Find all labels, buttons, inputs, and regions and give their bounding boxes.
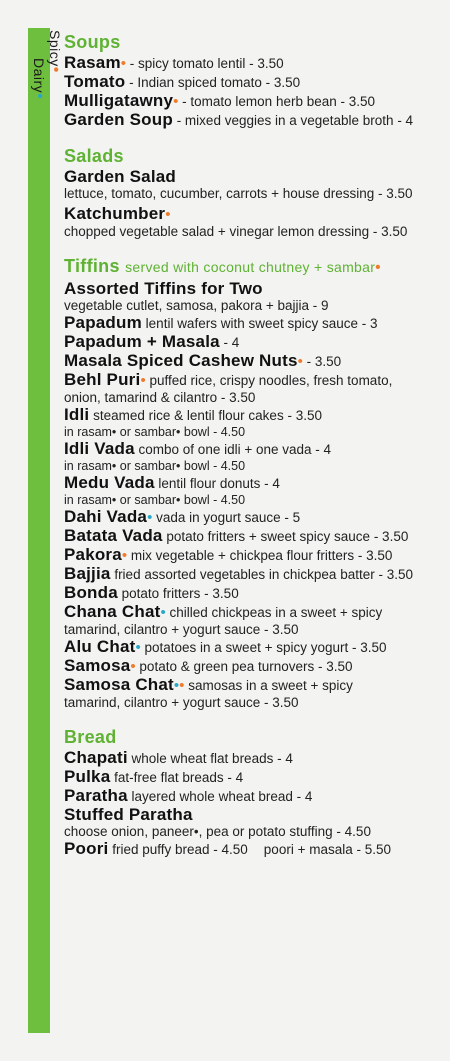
menu-item <box>64 54 444 73</box>
menu-item <box>64 111 444 130</box>
item-name: Behl Puri <box>64 370 141 389</box>
item-desc-2: in rasam• or sambar• bowl - 4.50 <box>64 425 246 439</box>
bread-section <box>64 725 444 859</box>
menu-item <box>64 474 444 508</box>
item-name: Assorted Tiffins for Two <box>64 279 263 298</box>
item-desc-2: tamarind, cilantro + yogurt sauce - 3.50 <box>64 695 299 710</box>
legend-dairy: Dairy• <box>31 58 48 100</box>
item-desc: - 4 <box>219 335 240 350</box>
item-desc: lettuce, tomato, cucumber, carrots + house dressing - 3.50 <box>64 186 413 201</box>
menu-item <box>64 440 444 474</box>
item-desc-2: in rasam• or sambar• bowl - 4.50 <box>64 459 246 473</box>
item-name: Papadum + Masala <box>64 332 220 351</box>
item-name: Stuffed Paratha <box>64 805 193 824</box>
menu-item <box>64 768 444 787</box>
spicy-dot-icon: • <box>120 55 127 72</box>
item-desc: steamed rice & lentil flour cakes - 3.50 <box>89 408 322 423</box>
menu-item <box>64 584 444 603</box>
dairy-dot-icon: • <box>147 509 153 526</box>
item-desc-extra: poori + masala - 5.50 <box>263 842 391 857</box>
item-desc: chopped vegetable salad + vinegar lemon dressing - 3.50 <box>64 224 408 239</box>
menu-content <box>64 30 444 873</box>
item-name: Chapati <box>64 748 128 767</box>
item-name: Bajjia <box>64 564 111 583</box>
item-name: Batata Vada <box>64 526 163 545</box>
menu-item <box>64 787 444 806</box>
item-name: Dahi Vada <box>64 507 148 526</box>
spicy-dot-icon: • <box>297 353 303 370</box>
item-desc: vada in yogurt sauce - 5 <box>152 510 301 525</box>
item-desc: - spicy tomato lentil - 3.50 <box>126 56 284 71</box>
item-name: Idli Vada <box>64 439 135 458</box>
item-name: Katchumber <box>64 204 166 223</box>
item-desc: chilled chickpeas in a sweet + spicy <box>165 605 383 620</box>
section-title-soups: Soups <box>64 32 121 52</box>
menu-item <box>64 508 444 527</box>
item-desc: lentil flour donuts - 4 <box>154 476 280 491</box>
item-desc: puffed rice, crispy noodles, fresh tomato, <box>145 373 393 388</box>
item-desc: fried assorted vegetables in chickpea batter - 3.50 <box>110 567 413 582</box>
item-desc: - 3.50 <box>302 354 342 369</box>
spicy-dot-icon: • <box>179 677 185 694</box>
menu-item <box>64 333 444 352</box>
item-name: Pulka <box>64 767 111 786</box>
item-desc: - tomato lemon herb bean - 3.50 <box>178 94 376 109</box>
spicy-dot-icon: • <box>165 206 171 223</box>
item-desc: mix vegetable + chickpea flour fritters - 3.50 <box>127 548 393 563</box>
menu-item <box>64 546 444 565</box>
item-desc: samosas in a sweet + spicy <box>184 678 353 693</box>
dairy-dot-icon: • <box>173 677 180 694</box>
item-desc: vegetable cutlet, samosa, pakora + bajjia - 9 <box>64 298 329 313</box>
item-name: Idli <box>64 405 90 424</box>
section-title-tiffins: Tiffins served with coconut chutney + sambar• <box>64 256 381 276</box>
item-desc-2: in rasam• or sambar• bowl - 4.50 <box>64 493 246 507</box>
dairy-dot-icon: • <box>160 604 166 621</box>
item-name: Chana Chat <box>64 602 161 621</box>
menu-item <box>64 371 444 406</box>
item-name: Paratha <box>64 786 128 805</box>
spicy-dot-icon: • <box>140 372 146 389</box>
menu-item <box>64 840 444 859</box>
menu-item <box>64 314 444 333</box>
tiffins-note: served with coconut chutney + sambar <box>125 259 376 275</box>
menu-item <box>64 73 444 92</box>
menu-item <box>64 205 444 240</box>
menu-item <box>64 676 444 711</box>
dairy-dot-icon: • <box>31 93 48 100</box>
tiffins-section <box>64 254 444 711</box>
item-name: Samosa <box>64 656 131 675</box>
dairy-dot-icon: • <box>135 639 141 656</box>
item-desc: combo of one idli + one vada - 4 <box>134 442 332 457</box>
dietary-legend <box>31 30 63 99</box>
menu-item <box>64 806 444 840</box>
item-desc: whole wheat flat breads - 4 <box>127 751 293 766</box>
item-name: Samosa Chat <box>64 675 174 694</box>
menu-item <box>64 527 444 546</box>
item-name: Papadum <box>64 313 142 332</box>
menu-item <box>64 352 444 371</box>
item-name: Rasam <box>64 53 121 72</box>
item-desc: potato fritters + sweet spicy sauce - 3.50 <box>162 529 409 544</box>
spicy-dot-icon: • <box>375 259 381 276</box>
spicy-dot-icon: • <box>173 93 179 110</box>
item-desc: fried puffy bread - 4.50 <box>108 842 248 857</box>
menu-item <box>64 638 444 657</box>
item-desc-2: tamarind, cilantro + yogurt sauce - 3.50 <box>64 622 299 637</box>
item-desc: choose onion, paneer•, pea or potato stuffing - 4.50 <box>64 824 371 839</box>
item-desc-2: onion, tamarind & cilantro - 3.50 <box>64 390 256 405</box>
item-name: Alu Chat <box>64 637 136 656</box>
section-title-bread: Bread <box>64 727 117 747</box>
menu-item <box>64 749 444 768</box>
item-desc: - mixed veggies in a vegetable broth - 4 <box>172 113 414 128</box>
legend-spicy: Spicy• <box>47 30 64 73</box>
item-name: Medu Vada <box>64 473 155 492</box>
item-name: Poori <box>64 839 109 858</box>
green-side-bar <box>28 28 50 1033</box>
spicy-dot-icon: • <box>47 66 64 73</box>
menu-item <box>64 406 444 440</box>
spicy-dot-icon: • <box>121 547 128 564</box>
spicy-dot-icon: • <box>130 658 136 675</box>
menu-item <box>64 603 444 638</box>
item-name: Tomato <box>64 72 126 91</box>
item-desc: fat-free flat breads - 4 <box>110 770 244 785</box>
menu-item <box>64 280 444 314</box>
menu-item <box>64 657 444 676</box>
item-name: Garden Salad <box>64 167 176 186</box>
item-name: Garden Soup <box>64 110 173 129</box>
item-desc: potatoes in a sweet + spicy yogurt - 3.50 <box>140 640 387 655</box>
item-desc: layered whole wheat bread - 4 <box>127 789 313 804</box>
menu-item <box>64 168 444 202</box>
item-name: Bonda <box>64 583 118 602</box>
section-title-salads: Salads <box>64 146 124 166</box>
item-desc: potato fritters - 3.50 <box>117 586 239 601</box>
item-name: Masala Spiced Cashew Nuts <box>64 351 298 370</box>
item-name: Mulligatawny <box>64 91 174 110</box>
item-desc: - Indian spiced tomato - 3.50 <box>125 75 301 90</box>
menu-item <box>64 565 444 584</box>
item-desc: lentil wafers with sweet spicy sauce - 3 <box>141 316 378 331</box>
item-name: Pakora <box>64 545 122 564</box>
item-desc: potato & green pea turnovers - 3.50 <box>135 659 353 674</box>
menu-item <box>64 92 444 111</box>
soups-section <box>64 30 444 130</box>
salads-section <box>64 144 444 240</box>
